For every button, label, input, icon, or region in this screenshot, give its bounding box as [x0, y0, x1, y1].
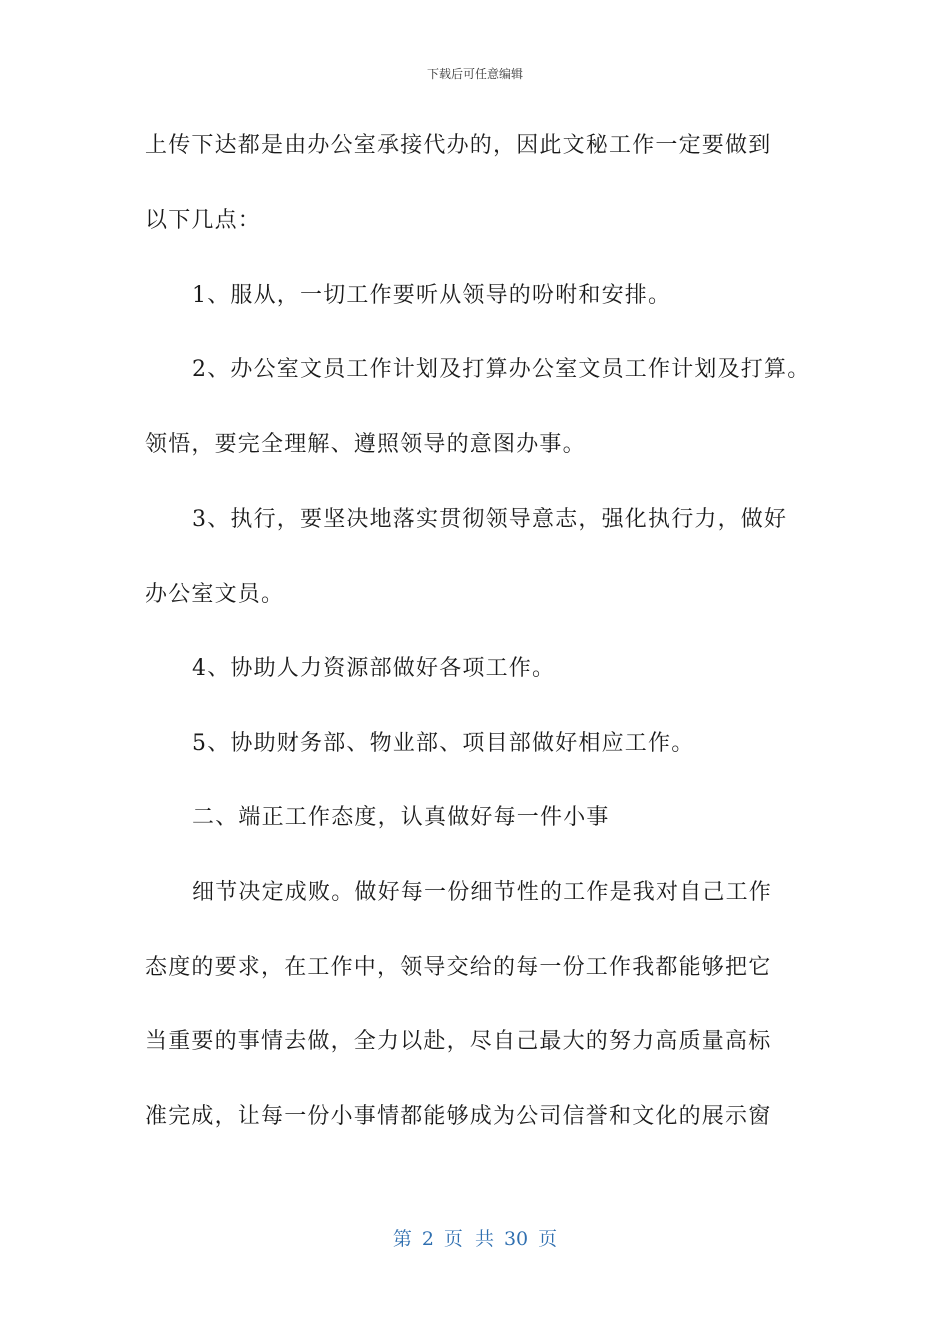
text-line: 办公室文员。 — [145, 582, 285, 607]
list-item: 4、协助人力资源部做好各项工作。 — [192, 656, 556, 681]
list-item: 2、办公室文员工作计划及打算办公室文员工作计划及打算。 — [192, 357, 811, 382]
total-page-count: 30 — [503, 1228, 529, 1250]
footer-middle: 页 共 — [443, 1228, 494, 1250]
list-item: 5、协助财务部、物业部、项目部做好相应工作。 — [192, 731, 695, 756]
text-line: 领悟，要完全理解、遵照领导的意图办事。 — [145, 432, 586, 457]
page-number-footer — [0, 1226, 950, 1252]
paragraph-line: 当重要的事情去做，全力以赴，尽自己最大的努力高质量高标 — [145, 1029, 772, 1054]
current-page-number: 2 — [421, 1228, 434, 1250]
list-item: 1、服从，一切工作要听从领导的吩咐和安排。 — [192, 283, 672, 308]
footer-prefix: 第 — [392, 1228, 412, 1250]
section-heading: 二、端正工作态度，认真做好每一件小事 — [192, 805, 610, 830]
text-line: 以下几点： — [145, 208, 262, 233]
text-line: 上传下达都是由办公室承接代办的，因此文秘工作一定要做到 — [145, 133, 772, 158]
paragraph-line: 准完成，让每一份小事情都能够成为公司信誉和文化的展示窗 — [145, 1104, 772, 1129]
list-item: 3、执行，要坚决地落实贯彻领导意志，强化执行力，做好 — [192, 507, 788, 532]
paragraph-line: 态度的要求，在工作中，领导交给的每一份工作我都能够把它 — [145, 955, 772, 980]
paragraph-line: 细节决定成败。做好每一份细节性的工作是我对自己工作 — [192, 880, 773, 905]
page-header-note: 下载后可任意编辑 — [426, 67, 523, 81]
footer-suffix: 页 — [538, 1228, 558, 1250]
